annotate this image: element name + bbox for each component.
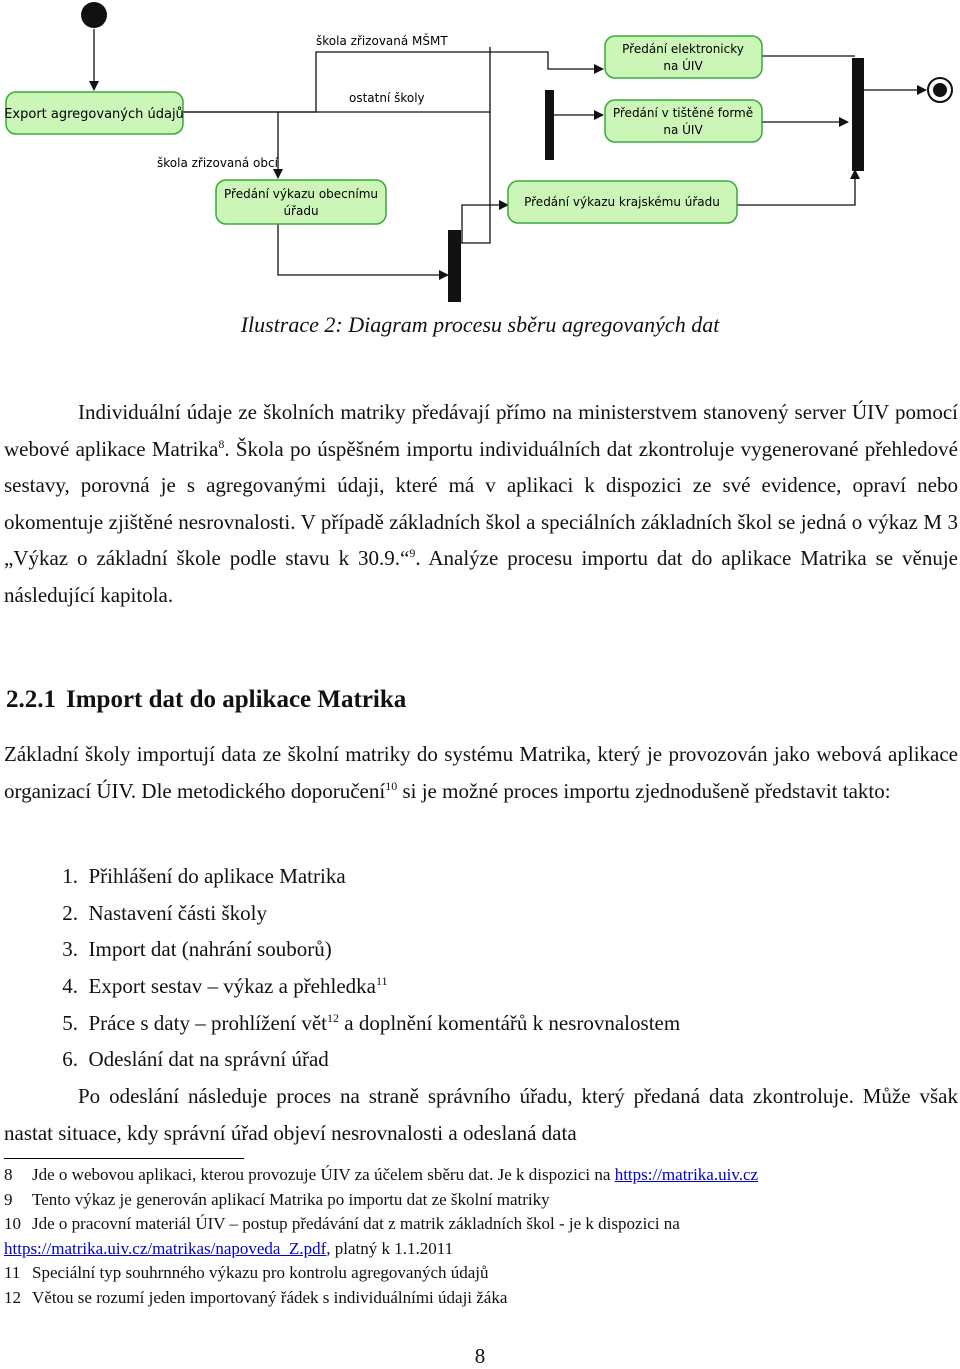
node-elektronicky	[605, 36, 762, 78]
list-item-number: 3.	[62, 937, 78, 962]
guard-ostatni: ostatní školy	[349, 91, 425, 105]
activity-diagram	[0, 0, 960, 305]
start-node	[81, 2, 107, 28]
footnote-text: Jde o pracovní materiál ÚIV – postup předávání dat z matrik základních škol - je k dispozici na	[32, 1214, 680, 1233]
footnote-number: 12	[4, 1287, 21, 1307]
footnote-ref-11[interactable]: 11	[375, 974, 388, 989]
node-elektronicky-label-1: Předání elektronicky	[622, 42, 744, 56]
node-kraj	[508, 181, 737, 223]
footnote-ref-10[interactable]: 10	[385, 778, 398, 793]
fork-bar-msmt	[545, 90, 554, 160]
list-item	[0, 858, 680, 895]
node-export-label: Export agregovaných údajů	[4, 107, 184, 122]
node-export	[4, 92, 184, 134]
footnotes	[4, 1163, 954, 1310]
edge-kraj-final	[737, 170, 855, 205]
footnote-text: Jde o webovou aplikaci, kterou provozuje ÚIV za účelem sběru dat. Je k dispozici na	[32, 1165, 615, 1184]
list-item-text: Přihlášení do aplikace Matrika	[88, 864, 346, 888]
footnote-text: Tento výkaz je generován aplikací Matrika po importu dat ze školní matriky	[32, 1189, 550, 1209]
node-obecni-label-2: úřadu	[283, 204, 319, 218]
footnote-number: 9	[4, 1189, 13, 1209]
guard-msmt: škola zřizovaná MŠMT	[316, 34, 448, 48]
footnote-11	[4, 1261, 954, 1286]
list-item-number: 5.	[62, 1010, 78, 1035]
node-elektronicky-label-2: na ÚIV	[663, 59, 703, 73]
list-item-number: 2.	[62, 900, 78, 925]
edge-fork-el	[548, 100, 603, 115]
footnote-10	[4, 1212, 954, 1237]
section-title: Import dat do aplikace Matrika	[66, 686, 407, 713]
footnote-10-continued	[4, 1237, 954, 1262]
list-item	[0, 1005, 680, 1042]
edge-export-ostatni	[183, 62, 490, 112]
list-item-text: Import dat (nahrání souborů)	[88, 937, 332, 962]
figure-caption: Ilustrace 2: Diagram procesu sběru agregovaných dat	[240, 312, 720, 337]
footnote-number: 10	[4, 1214, 21, 1233]
paragraph-1-part-1: Individuální údaje ze školních matriky předávají přímo na ministerstvem stanovený server ÚIV pomocí webové aplikace Matrika	[4, 400, 958, 461]
footnote-separator	[4, 1158, 244, 1159]
list-item-text: Export sestav – výkaz a přehledka	[88, 974, 376, 999]
footnote-8	[4, 1163, 954, 1188]
edge-obec-join	[278, 222, 448, 275]
paragraph-3	[4, 1078, 958, 1151]
node-tistene	[605, 100, 762, 142]
footnote-ref-8[interactable]: 8	[218, 436, 225, 451]
footnote-number: 8	[4, 1165, 13, 1184]
guard-obec: škola zřizovaná obcí	[157, 156, 278, 170]
paragraph-2-part-2: si je možné proces importu zjednodušeně představit takto:	[397, 778, 891, 803]
import-steps-list	[0, 858, 680, 1078]
section-number: 2.2.1	[6, 686, 56, 713]
list-item-text: Nastavení části školy	[88, 900, 267, 925]
section-heading	[6, 686, 406, 714]
join-bar-final	[852, 58, 864, 171]
footnote-number: 11	[4, 1263, 21, 1282]
footnote-link[interactable]: https://matrika.uiv.cz/matrikas/napoveda_Z.pdf	[4, 1238, 327, 1258]
footnote-9	[4, 1188, 954, 1213]
paragraph-1	[4, 394, 958, 613]
list-item	[0, 1041, 680, 1078]
list-item	[0, 968, 680, 1005]
join-bar-kraj	[448, 230, 461, 302]
list-item-text: Odeslání dat na správní úřad	[88, 1047, 329, 1072]
node-tistene-label-2: na ÚIV	[663, 123, 703, 137]
footnote-text-after: , platný k 1.1.2011	[326, 1238, 454, 1258]
footnote-link[interactable]: https://matrika.uiv.cz	[614, 1165, 759, 1184]
footnote-text: Speciální typ souhrnného výkazu pro kontrolu agregovaných údajů	[32, 1263, 489, 1282]
node-kraj-label: Předání výkazu krajskému úřadu	[524, 195, 720, 209]
footnote-ref-9[interactable]: 9	[409, 546, 416, 560]
paragraph-3-text: Po odeslání následuje proces na straně správního úřadu, který předaná data zkontroluje. Může však nastat situace, kdy správní úřad objeví nesrovnalosti a odeslaná data	[4, 1084, 958, 1145]
paragraph-1-part-2: . Škola po úspěšném importu individuálních dat zkontroluje vygenerované přehledové sestavy, porovná je s agregovanými údaji, které má v aplikaci k dispozici ze své evidence, opraví nebo okomentuje zjištěné nesrovnalosti. V případě základních škol a speciálních základních škol se jedná o výkaz M 3 „Výkaz o základní škole podle stavu k 30.9.“	[4, 436, 958, 570]
footnote-text: Větou se rozumí jeden importovaný řádek s individuálními údaji žáka	[32, 1287, 508, 1307]
paragraph-2	[4, 736, 958, 809]
list-item-number: 1.	[62, 864, 78, 888]
node-tistene-label-1: Předání v tištěné formě	[612, 106, 754, 120]
list-item-text: Práce s daty – prohlížení vět	[88, 1010, 328, 1035]
footnote-12	[4, 1286, 954, 1311]
list-item	[0, 895, 680, 932]
paragraph-1-part-3: . Analýze procesu importu dat do aplikace Matrika se věnuje následující kapitola.	[4, 546, 958, 607]
page-number: 8	[474, 1344, 486, 1368]
footnote-ref-12[interactable]: 12	[327, 1010, 340, 1025]
list-item-text-after: a doplnění komentářů k nesrovnalostem	[339, 1010, 681, 1035]
edge-join-kraj	[462, 205, 508, 243]
node-obecni	[216, 180, 386, 224]
end-node	[928, 78, 952, 102]
list-item	[0, 931, 680, 968]
paragraph-2-part-1: Základní školy importují data ze školní matriky do systému Matrika, který je provozován jako webová aplikace organizací ÚIV. Dle metodického doporučení	[4, 742, 958, 803]
list-item-number: 4.	[62, 974, 78, 999]
edge-ostatni-kraj	[448, 112, 490, 243]
list-item-number: 6.	[62, 1047, 78, 1072]
node-obecni-label-1: Předání výkazu obecnímu	[224, 187, 378, 201]
